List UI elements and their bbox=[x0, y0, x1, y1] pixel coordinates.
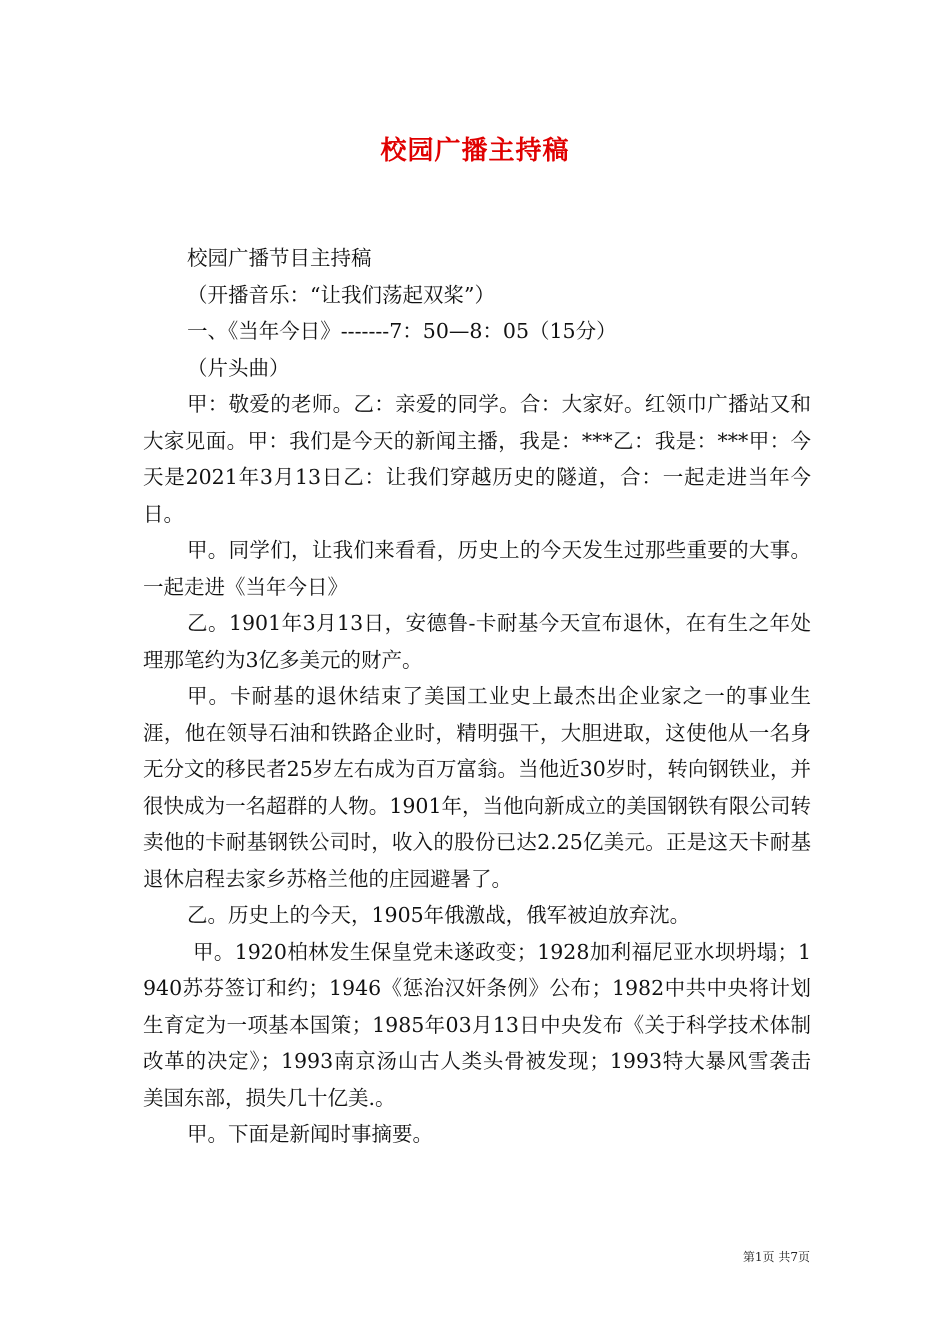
paragraph-section-heading: 一、《当年今日》-------7：50—8：05（15分） bbox=[187, 319, 617, 343]
paragraph-carnegie-retire: 乙。1901年3月13日，安德鲁-卡耐基今天宣布退休，在有生之年处理那笔约为3亿多美元的财产。 bbox=[143, 611, 811, 672]
paragraph-subtitle: 校园广播节目主持稿 bbox=[187, 246, 372, 270]
document-body bbox=[143, 240, 811, 1153]
page-title: 校园广播主持稿 bbox=[380, 136, 570, 166]
page-indicator: 第1页 共7页 bbox=[742, 1250, 810, 1264]
paragraph-lead-in: 甲。同学们，让我们来看看，历史上的今天发生过那些重要的大事。一起走进《当年今日》 bbox=[143, 538, 811, 599]
paragraph-news-summary: 甲。下面是新闻时事摘要。 bbox=[187, 1122, 433, 1146]
paragraph-intro-song: （片头曲） bbox=[187, 355, 290, 380]
paragraph-carnegie-career: 甲。卡耐基的退休结束了美国工业史上最杰出企业家之一的事业生涯，他在领导石油和铁路企业时，精明强干，大胆进取，这使他从一名身无分文的移民者25岁左右成为百万富翁。当他近30岁时，转向钢铁业，并很快成为一名超群的人物。1901年，当他向新成立的美国钢铁有限公司转卖他的卡耐基钢铁公司时，收入的股份已达2.25亿美元。正是这天卡耐基退休启程去家乡苏格兰他的庄园避暑了。 bbox=[143, 684, 811, 891]
paragraph-opening-music: （开播音乐：“让我们荡起双桨”） bbox=[187, 282, 495, 307]
paragraph-1905: 乙。历史上的今天，1905年俄激战，俄军被迫放弃沈。 bbox=[187, 903, 691, 927]
paragraph-greeting: 甲：敬爱的老师。乙：亲爱的同学。合：大家好。红领巾广播站又和大家见面。甲：我们是今天的新闻主播，我是：***乙：我是：***甲：今天是2021年3月13日乙：让我们穿越历史的隧道，合：一起走进当年今日。 bbox=[143, 392, 811, 526]
paragraph-events-list: 甲。1920柏林发生保皇党未遂政变；1928加利福尼亚水坝坍塌；1940苏芬签订和约；1946《惩治汉奸条例》公布；1982中共中央将计划生育定为一项基本国策；1985年03月13日中央发布《关于科学技术体制改革的决定》；1993南京汤山古人类头骨被发现；1993特大暴风雪袭击美国东部，损失几十亿美.。 bbox=[143, 939, 811, 1110]
